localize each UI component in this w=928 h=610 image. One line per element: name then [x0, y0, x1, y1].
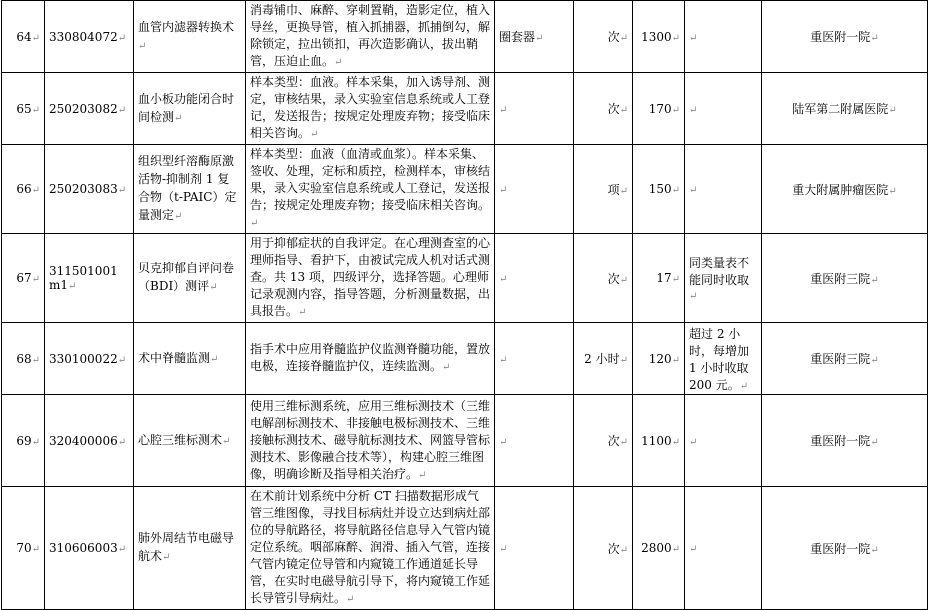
paragraph-mark-icon: ↵: [250, 218, 259, 229]
cell-unit: [574, 73, 633, 145]
paragraph-mark-icon: ↵: [334, 57, 343, 68]
cell-excluded-items: [495, 487, 574, 610]
cell-seq: [2, 145, 45, 234]
paragraph-mark-icon: ↵: [210, 353, 219, 365]
cell-item-name-text: 血管内滤器转换术: [138, 19, 235, 34]
paragraph-mark-icon: ↵: [31, 104, 40, 116]
cell-seq-text: 67: [16, 271, 32, 285]
paragraph-mark-icon: ↵: [888, 185, 897, 197]
cell-price-text: 2800: [641, 541, 672, 555]
paragraph-mark-icon: ↵: [888, 105, 897, 116]
paragraph-mark-icon: ↵: [31, 32, 40, 44]
cell-description-text: 样本类型：血液（血清或血浆）。样本采集、签收、处理，定标和质控，检测样本，审核结果，录入实验室信息系统或人工登记，发送报告；按规定处理废弃物；接受临床相关咨询。: [250, 147, 491, 212]
paragraph-mark-icon: ↵: [298, 307, 307, 318]
paragraph-mark-icon: ↵: [117, 544, 127, 555]
cell-seq: [2, 234, 45, 323]
paragraph-mark-icon: ↵: [535, 33, 544, 44]
cell-price-text: 150: [648, 182, 672, 196]
cell-hospital: [762, 145, 928, 234]
cell-hospital-text: 重医附一院: [810, 30, 871, 44]
cell-hospital: [762, 234, 928, 323]
cell-excluded-items: [495, 234, 574, 323]
cell-code-text: 310606003: [49, 541, 118, 555]
cell-note: [685, 145, 762, 234]
cell-item-name: [134, 73, 246, 145]
cell-item-name-text: 心腔三维标测术: [138, 432, 223, 447]
cell-code-text: 320400006: [49, 433, 118, 448]
cell-hospital-text: 重医附一院: [810, 434, 871, 448]
paragraph-mark-icon: ↵: [209, 282, 218, 293]
paragraph-mark-icon: ↵: [68, 281, 77, 292]
cell-price: [633, 487, 685, 610]
paragraph-mark-icon: ↵: [671, 32, 680, 44]
paragraph-mark-icon: ↵: [671, 544, 680, 555]
cell-seq: [2, 1, 45, 73]
cell-price-text: 170: [648, 101, 672, 116]
table-row: [2, 234, 928, 323]
cell-description: [246, 145, 495, 234]
paragraph-mark-icon: ↵: [499, 354, 508, 366]
cell-code: [45, 1, 134, 73]
paragraph-mark-icon: ↵: [671, 185, 680, 196]
cell-unit-text: 次: [607, 541, 620, 556]
cell-item-name-text: 术中脊髓监测: [138, 350, 211, 365]
cell-hospital: [762, 73, 928, 145]
cell-seq-text: 69: [16, 433, 32, 448]
cell-note-text: 超过 2 小时，每增加 1 小时收取 200 元。: [689, 326, 750, 392]
paragraph-mark-icon: ↵: [346, 594, 355, 605]
paragraph-mark-icon: ↵: [174, 112, 183, 124]
table-body: [2, 1, 928, 610]
paragraph-mark-icon: ↵: [870, 544, 879, 556]
paragraph-mark-icon: ↵: [31, 274, 40, 285]
paragraph-mark-icon: ↵: [689, 104, 698, 116]
cell-item-name-text: 组织型纤溶酶原激活物-抑制剂 1 复合物（t-PAIC）定量测定: [138, 154, 237, 222]
paragraph-mark-icon: ↵: [499, 274, 508, 285]
cell-excluded-items: [495, 145, 574, 234]
paragraph-mark-icon: ↵: [619, 33, 628, 44]
paragraph-mark-icon: ↵: [162, 552, 171, 563]
cell-excluded-items: [495, 73, 574, 145]
cell-price: [633, 73, 685, 145]
cell-hospital-text: 陆军第二附属医院: [792, 102, 889, 116]
cell-hospital: [762, 1, 928, 73]
paragraph-mark-icon: ↵: [689, 185, 698, 196]
cell-price: [633, 145, 685, 234]
cell-price-text: 17: [656, 271, 672, 285]
paragraph-mark-icon: ↵: [117, 185, 127, 196]
cell-excluded-items: [495, 1, 574, 73]
cell-price: [633, 1, 685, 73]
cell-description: [246, 487, 495, 610]
cell-price-text: 120: [648, 351, 672, 366]
cell-code-text: 330804072: [49, 29, 118, 44]
paragraph-mark-icon: ↵: [31, 354, 40, 366]
cell-code: [45, 323, 134, 395]
cell-code: [45, 234, 134, 323]
cell-item-name: [134, 487, 246, 610]
cell-seq-text: 70: [16, 541, 32, 555]
cell-code: [45, 73, 134, 145]
cell-description: [246, 234, 495, 323]
cell-description-text: 指手术中应用脊髓监护仪监测脊髓功能，置放电极，连接脊髓监护仪，连续监测。: [250, 342, 491, 373]
cell-description-text: 用于抑郁症状的自我评定。在心理测查室的心理师指导、看护下，由被试完成人机对话式测查。共 13 项，四级评分，选择答题。心理师记录观测内容，指导答题，分析测量数据，出具报告。: [250, 236, 491, 318]
cell-description: [246, 395, 495, 487]
paragraph-mark-icon: ↵: [870, 437, 879, 448]
paragraph-mark-icon: ↵: [31, 185, 40, 196]
cell-excluded-items: [495, 395, 574, 487]
cell-seq-text: 65: [16, 101, 32, 116]
cell-code-text: 250203083: [49, 182, 118, 196]
paragraph-mark-icon: ↵: [174, 211, 183, 222]
paragraph-mark-icon: ↵: [619, 105, 628, 116]
cell-seq-text: 66: [16, 182, 32, 196]
paragraph-mark-icon: ↵: [31, 436, 40, 448]
paragraph-mark-icon: ↵: [310, 129, 319, 140]
cell-unit: [574, 323, 633, 395]
table-row: [2, 395, 928, 487]
paragraph-mark-icon: ↵: [689, 291, 698, 302]
cell-unit-text: 次: [607, 434, 620, 448]
cell-hospital-text: 重大附属肿瘤医院: [792, 182, 889, 197]
table-row: [2, 1, 928, 73]
cell-item-name: [134, 323, 246, 395]
cell-description: [246, 323, 495, 395]
paragraph-mark-icon: ↵: [619, 185, 628, 197]
paragraph-mark-icon: ↵: [117, 104, 127, 116]
cell-note: [685, 323, 762, 395]
paragraph-mark-icon: ↵: [689, 436, 698, 448]
paragraph-mark-icon: ↵: [870, 355, 879, 366]
cell-unit-text: 2 小时: [584, 352, 620, 366]
cell-seq-text: 68: [16, 351, 32, 366]
paragraph-mark-icon: ↵: [671, 274, 680, 285]
cell-item-name: [134, 145, 246, 234]
paragraph-mark-icon: ↵: [31, 544, 40, 555]
paragraph-mark-icon: ↵: [117, 436, 127, 448]
paragraph-mark-icon: ↵: [689, 32, 698, 44]
cell-item-name: [134, 1, 246, 73]
cell-seq: [2, 73, 45, 145]
cell-description-text: 样本类型：血液。样本采集，加入诱导剂、测定，审核结果，录入实验室信息系统或人工登记，发送报告；按规定处理废弃物；接受临床相关咨询。: [250, 75, 491, 140]
paragraph-mark-icon: ↵: [117, 32, 127, 44]
cell-item-name-text: 肺外周结节电磁导航术: [138, 531, 235, 563]
cell-description: [246, 1, 495, 73]
paragraph-mark-icon: ↵: [499, 104, 508, 116]
cell-code-text: 330100022: [49, 351, 118, 366]
table-row: [2, 73, 928, 145]
cell-price: [633, 323, 685, 395]
cell-hospital-text: 重医附一院: [810, 541, 871, 556]
fee-table: [1, 0, 928, 610]
cell-unit: [574, 145, 633, 234]
cell-price-text: 1300: [641, 29, 672, 44]
table-row: [2, 487, 928, 610]
cell-note: [685, 487, 762, 610]
cell-hospital: [762, 323, 928, 395]
cell-description: [246, 73, 495, 145]
cell-item-name-text: 血小板功能闭合时间检测: [138, 91, 235, 124]
cell-hospital: [762, 487, 928, 610]
cell-unit: [574, 1, 633, 73]
cell-price: [633, 395, 685, 487]
cell-note-text: 同类量表不能同时收取: [689, 256, 750, 287]
cell-item-name: [134, 395, 246, 487]
paragraph-mark-icon: ↵: [499, 185, 508, 196]
cell-note: [685, 395, 762, 487]
paragraph-mark-icon: ↵: [619, 437, 628, 448]
cell-price-text: 1100: [641, 433, 672, 448]
cell-unit-text: 次: [607, 30, 620, 44]
cell-code: [45, 145, 134, 234]
paragraph-mark-icon: ↵: [442, 362, 451, 373]
cell-unit-text: 次: [607, 102, 620, 116]
cell-item-name-text: 贝克抑郁自评问卷（BDI）测评: [138, 261, 235, 293]
paragraph-mark-icon: ↵: [689, 544, 698, 555]
cell-code-text: 250203082: [49, 101, 118, 116]
table-row: [2, 145, 928, 234]
paragraph-mark-icon: ↵: [499, 544, 508, 555]
paragraph-mark-icon: ↵: [671, 436, 680, 448]
cell-seq: [2, 395, 45, 487]
paragraph-mark-icon: ↵: [619, 544, 628, 556]
cell-note: [685, 1, 762, 73]
paragraph-mark-icon: ↵: [739, 380, 749, 392]
paragraph-mark-icon: ↵: [870, 33, 879, 44]
paragraph-mark-icon: ↵: [222, 435, 231, 447]
cell-unit-text: 次: [607, 271, 620, 286]
cell-seq: [2, 487, 45, 610]
cell-code: [45, 487, 134, 610]
paragraph-mark-icon: ↵: [138, 40, 147, 52]
cell-seq-text: 64: [16, 29, 32, 44]
cell-code: [45, 395, 134, 487]
cell-seq: [2, 323, 45, 395]
cell-description-text: 消毒铺巾、麻醉、穿刺置鞘，造影定位，植入导丝，更换导管，植入抓捕器，抓捕倒勾，解除锁定，拉出锁扣，再次造影确认，拔出鞘管，压迫止血。: [250, 3, 491, 68]
paragraph-mark-icon: ↵: [671, 104, 680, 116]
paragraph-mark-icon: ↵: [619, 274, 628, 286]
cell-hospital: [762, 395, 928, 487]
paragraph-mark-icon: ↵: [418, 469, 427, 481]
cell-excluded-items: [495, 323, 574, 395]
cell-unit: [574, 234, 633, 323]
cell-description-text: 使用三维标测系统，应用三维标测技术（三维电解剖标测技术、非接触电极标测技术、三维接触标测技术、磁导航标测技术、网篮导管标测技术、影像融合技术等），构建心腔三维图像，明确诊断及指导相关治疗。: [250, 398, 491, 481]
cell-code-text: 311501001m1: [49, 264, 118, 292]
table-row: [2, 323, 928, 395]
cell-unit: [574, 487, 633, 610]
cell-note: [685, 234, 762, 323]
paragraph-mark-icon: ↵: [671, 354, 680, 366]
paragraph-mark-icon: ↵: [117, 354, 127, 366]
cell-hospital-text: 重医附三院: [810, 271, 871, 286]
paragraph-mark-icon: ↵: [499, 436, 508, 448]
cell-excluded-items-text: 圈套器: [499, 30, 536, 44]
cell-unit: [574, 395, 633, 487]
cell-item-name: [134, 234, 246, 323]
cell-unit-text: 项: [607, 182, 620, 197]
cell-description-text: 在术前计划系统中分析 CT 扫描数据形成气管三维图像，寻找目标病灶并设立达到病灶部位的导航路径，将导航路径信息导入气管内镜定位系统。咽部麻醉、润滑、插入气管，连接气管内镜定位导管和内窥镜工作通道延长导管，在实时电磁导航引导下，将内窥镜工作延长导管引导病灶。: [250, 489, 491, 605]
cell-hospital-text: 重医附三院: [810, 352, 871, 366]
paragraph-mark-icon: ↵: [619, 355, 628, 366]
cell-note: [685, 73, 762, 145]
paragraph-mark-icon: ↵: [870, 274, 879, 286]
cell-price: [633, 234, 685, 323]
